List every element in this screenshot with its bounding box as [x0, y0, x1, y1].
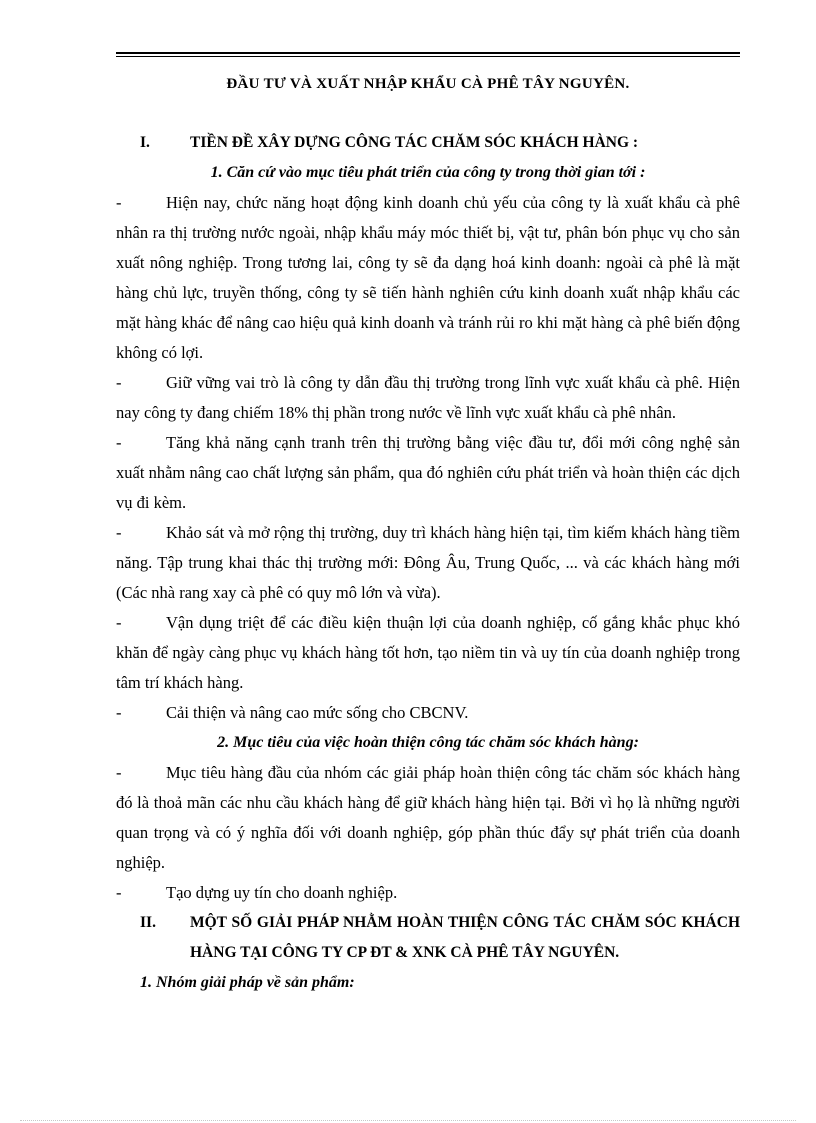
dash-marker: -: [116, 523, 122, 542]
header-rule-thin: [116, 56, 740, 57]
dash-marker: -: [116, 373, 122, 392]
bullet-text: Vận dụng triệt để các điều kiện thuận lợi của doanh nghiệp, cố gắng khắc phục khó khăn để ngày càng phục vụ khách hàng tốt hơn, tạo niềm tin và uy tín của doanh nghiệp trong tâm trí khách hàng.: [116, 613, 740, 692]
section-number: II.: [140, 914, 156, 931]
subsection-heading-1-1: 1. Căn cứ vào mục tiêu phát triển của công ty trong thời gian tới :: [210, 164, 646, 181]
dash-marker: -: [116, 193, 122, 212]
bullet-paragraph: [116, 518, 740, 608]
bullet-paragraph: [116, 698, 740, 728]
dash-marker: -: [116, 433, 122, 452]
bullet-paragraph: [116, 608, 740, 698]
bullet-paragraph: [116, 368, 740, 428]
section-heading-1: [116, 128, 740, 158]
dash-marker: -: [116, 703, 122, 722]
dash-marker: -: [116, 883, 122, 902]
bullet-text: Cải thiện và nâng cao mức sống cho CBCNV.: [166, 703, 469, 722]
subsection-heading-2-1: 1. Nhóm giải pháp về sản phẩm:: [140, 974, 355, 991]
page-bottom-dotted-line: [20, 1120, 796, 1121]
section-heading-text: MỘT SỐ GIẢI PHÁP NHẰM HOÀN THIỆN CÔNG TÁC CHĂM SÓC KHÁCH HÀNG TẠI CÔNG TY CP ĐT & XNK CÀ PHÊ TÂY NGUYÊN.: [190, 914, 740, 961]
section-heading-text: TIỀN ĐỀ XÂY DỰNG CÔNG TÁC CHĂM SÓC KHÁCH HÀNG :: [190, 134, 639, 151]
bullet-text: Tăng khả năng cạnh tranh trên thị trường bằng việc đầu tư, đổi mới công nghệ sản xuất nhằm nâng cao chất lượng sản phẩm, qua đó nghiên cứu phát triển và hoàn thiện các dịch vụ đi kèm.: [116, 433, 740, 512]
bullet-paragraph: [116, 758, 740, 878]
bullet-paragraph: [116, 188, 740, 368]
section-number: I.: [140, 134, 150, 151]
document-body: [116, 128, 740, 998]
bullet-paragraph: [116, 428, 740, 518]
section-heading-2: [116, 908, 740, 968]
subsection-heading-1-2: 2. Mục tiêu của việc hoàn thiện công tác chăm sóc khách hàng:: [217, 734, 639, 751]
header-rule-thick: [116, 52, 740, 54]
dash-marker: -: [116, 763, 122, 782]
document-title: ĐẦU TƯ VÀ XUẤT NHẬP KHẨU CÀ PHÊ TÂY NGUYÊN.: [226, 76, 630, 92]
bullet-text: Tạo dựng uy tín cho doanh nghiệp.: [166, 883, 398, 902]
bullet-text: Mục tiêu hàng đầu của nhóm các giải pháp hoàn thiện công tác chăm sóc khách hàng đó là thoả mãn các nhu cầu khách hàng để giữ khách hàng hiện tại. Bởi vì họ là những người quan trọng và có ý nghĩa đối với doanh nghiệp, góp phần thúc đẩy sự phát triển của doanh nghiệp.: [116, 763, 740, 872]
bullet-paragraph: [116, 878, 740, 908]
dash-marker: -: [116, 613, 122, 632]
bullet-text: Khảo sát và mở rộng thị trường, duy trì khách hàng hiện tại, tìm kiếm khách hàng tiềm năng. Tập trung khai thác thị trường mới: Đông Âu, Trung Quốc, ... và các khách hàng mới (Các nhà rang xay cà phê có quy mô lớn và vừa).: [116, 523, 740, 602]
bullet-text: Giữ vững vai trò là công ty dẫn đầu thị trường trong lĩnh vực xuất khẩu cà phê. Hiện nay công ty đang chiếm 18% thị phần trong nước về lĩnh vực xuất khẩu cà phê nhân.: [116, 373, 740, 422]
bullet-text: Hiện nay, chức năng hoạt động kinh doanh chủ yếu của công ty là xuất khẩu cà phê nhân ra thị trường nước ngoài, nhập khẩu máy móc thiết bị, vật tư, phân bón phục vụ cho sản xuất nông nghiệp. Trong tương lai, công ty sẽ đa dạng hoá kinh doanh: ngoài cà phê là mặt hàng chủ lực, truyền thống, công ty sẽ tiến hành nghiên cứu kinh doanh xuất nhập khẩu các mặt hàng khác để nâng cao hiệu quả kinh doanh và tránh rủi ro khi mặt hàng cà phê biến động không có lợi.: [116, 193, 740, 362]
